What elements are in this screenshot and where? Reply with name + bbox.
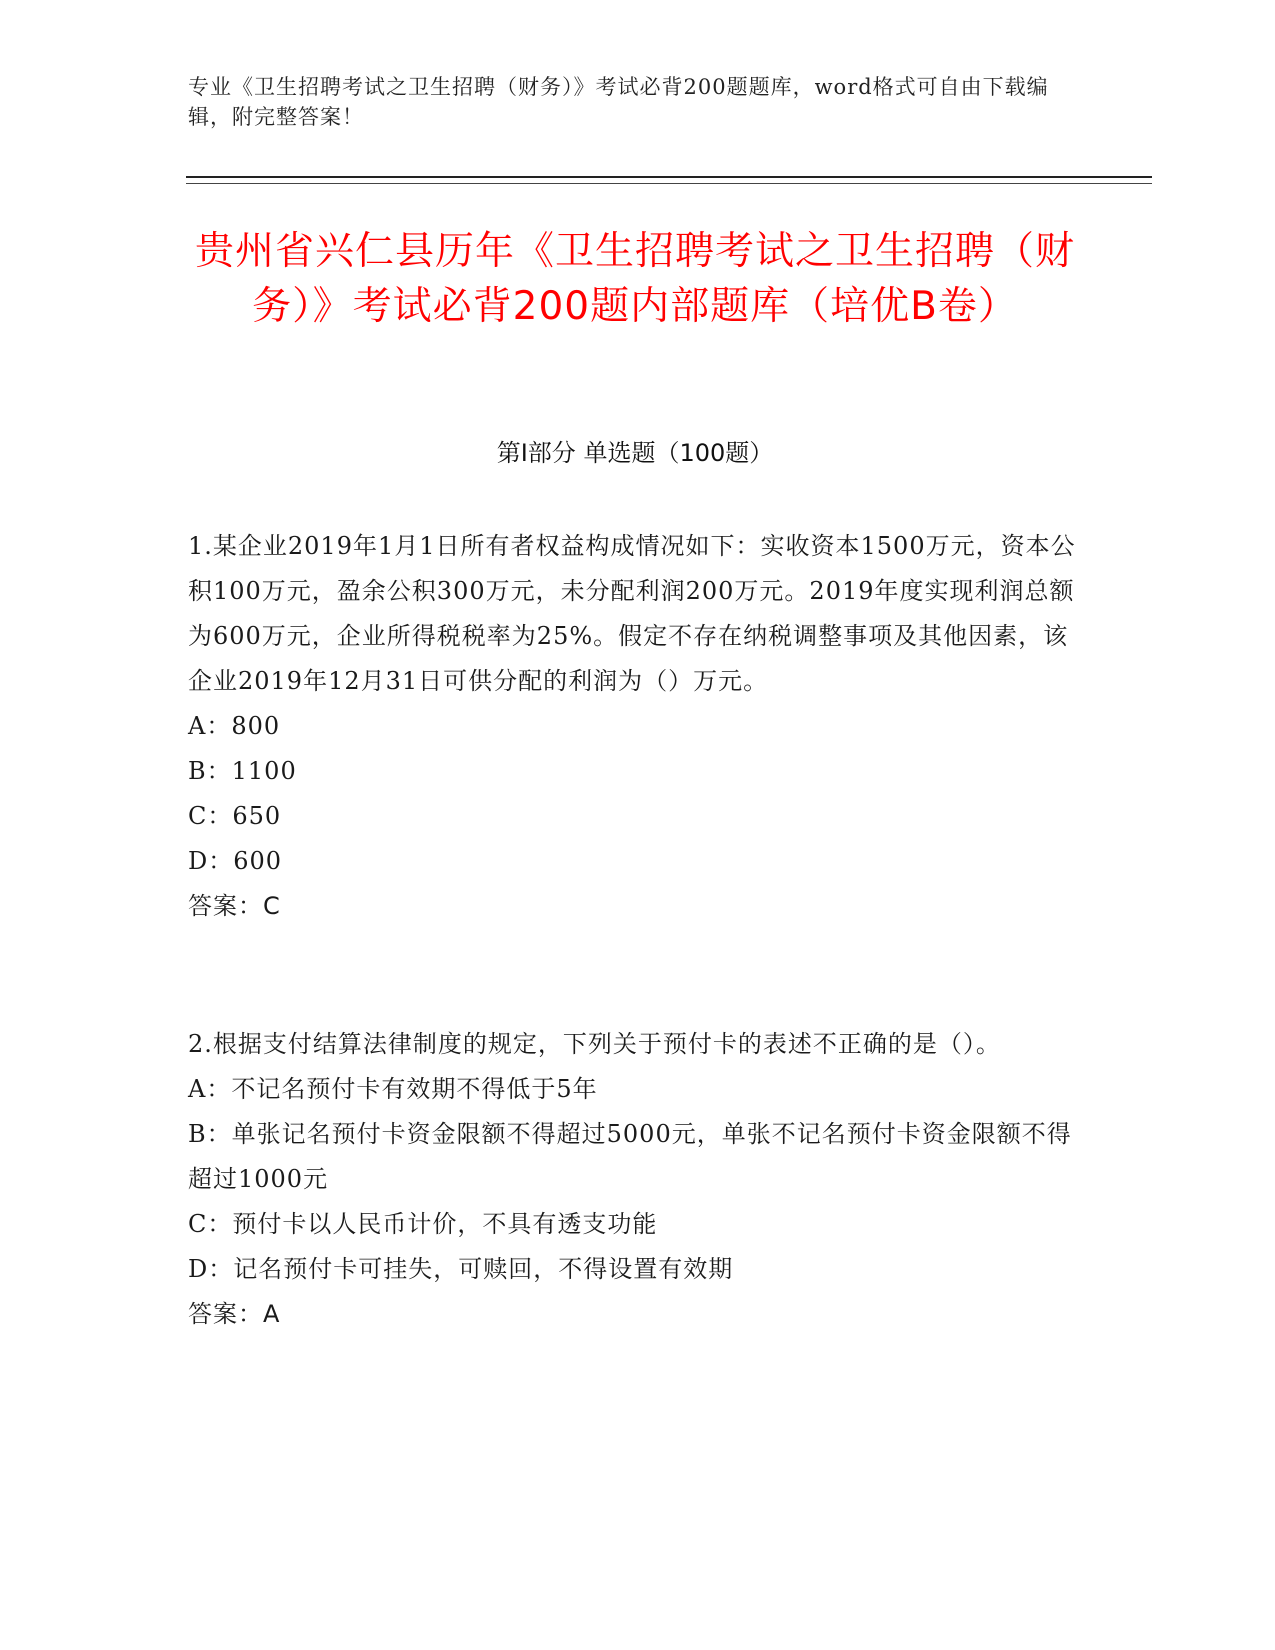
option-d: D：600 bbox=[188, 847, 283, 875]
option-c: C：650 bbox=[188, 802, 282, 830]
option-b: B：单张记名预付卡资金限额不得超过5000元，单张不记名预付卡资金限额不得超过1000元 bbox=[188, 1120, 1072, 1193]
option-d: D：记名预付卡可挂失，可赎回，不得设置有效期 bbox=[188, 1255, 734, 1283]
option-b: B：1100 bbox=[188, 757, 297, 785]
answer: 答案：C bbox=[188, 892, 281, 920]
option-a: A：800 bbox=[188, 712, 281, 740]
section-heading: 第Ⅰ部分 单选题（100题） bbox=[496, 439, 774, 467]
document-intro: 专业《卫生招聘考试之卫生招聘（财务）》考试必背200题题库，word格式可自由下载编辑，附完整答案！ bbox=[188, 75, 1049, 129]
header-rule-thick bbox=[186, 176, 1152, 178]
header-rule-thin bbox=[186, 183, 1152, 184]
document-title: 贵州省兴仁县历年《卫生招聘考试之卫生招聘（财务）》考试必背200题内部题库（培优B卷） bbox=[194, 229, 1075, 329]
question-1 bbox=[188, 524, 1078, 929]
answer: 答案：A bbox=[188, 1300, 281, 1328]
question-stem: 2.根据支付结算法律制度的规定，下列关于预付卡的表述不正确的是（）。 bbox=[188, 1030, 1001, 1058]
option-a: A：不记名预付卡有效期不得低于5年 bbox=[188, 1075, 598, 1103]
question-stem: 1.某企业2019年1月1日所有者权益构成情况如下：实收资本1500万元，资本公积100万元，盈余公积300万元，未分配利润200万元。2019年度实现利润总额为600万元，企业所得税税率为25%。假定不存在纳税调整事项及其他因素，该企业2019年12月31日可供分配的利润为（）万元。 bbox=[188, 532, 1076, 695]
question-2 bbox=[188, 1022, 1078, 1337]
option-c: C：预付卡以人民币计价，不具有透支功能 bbox=[188, 1210, 658, 1238]
